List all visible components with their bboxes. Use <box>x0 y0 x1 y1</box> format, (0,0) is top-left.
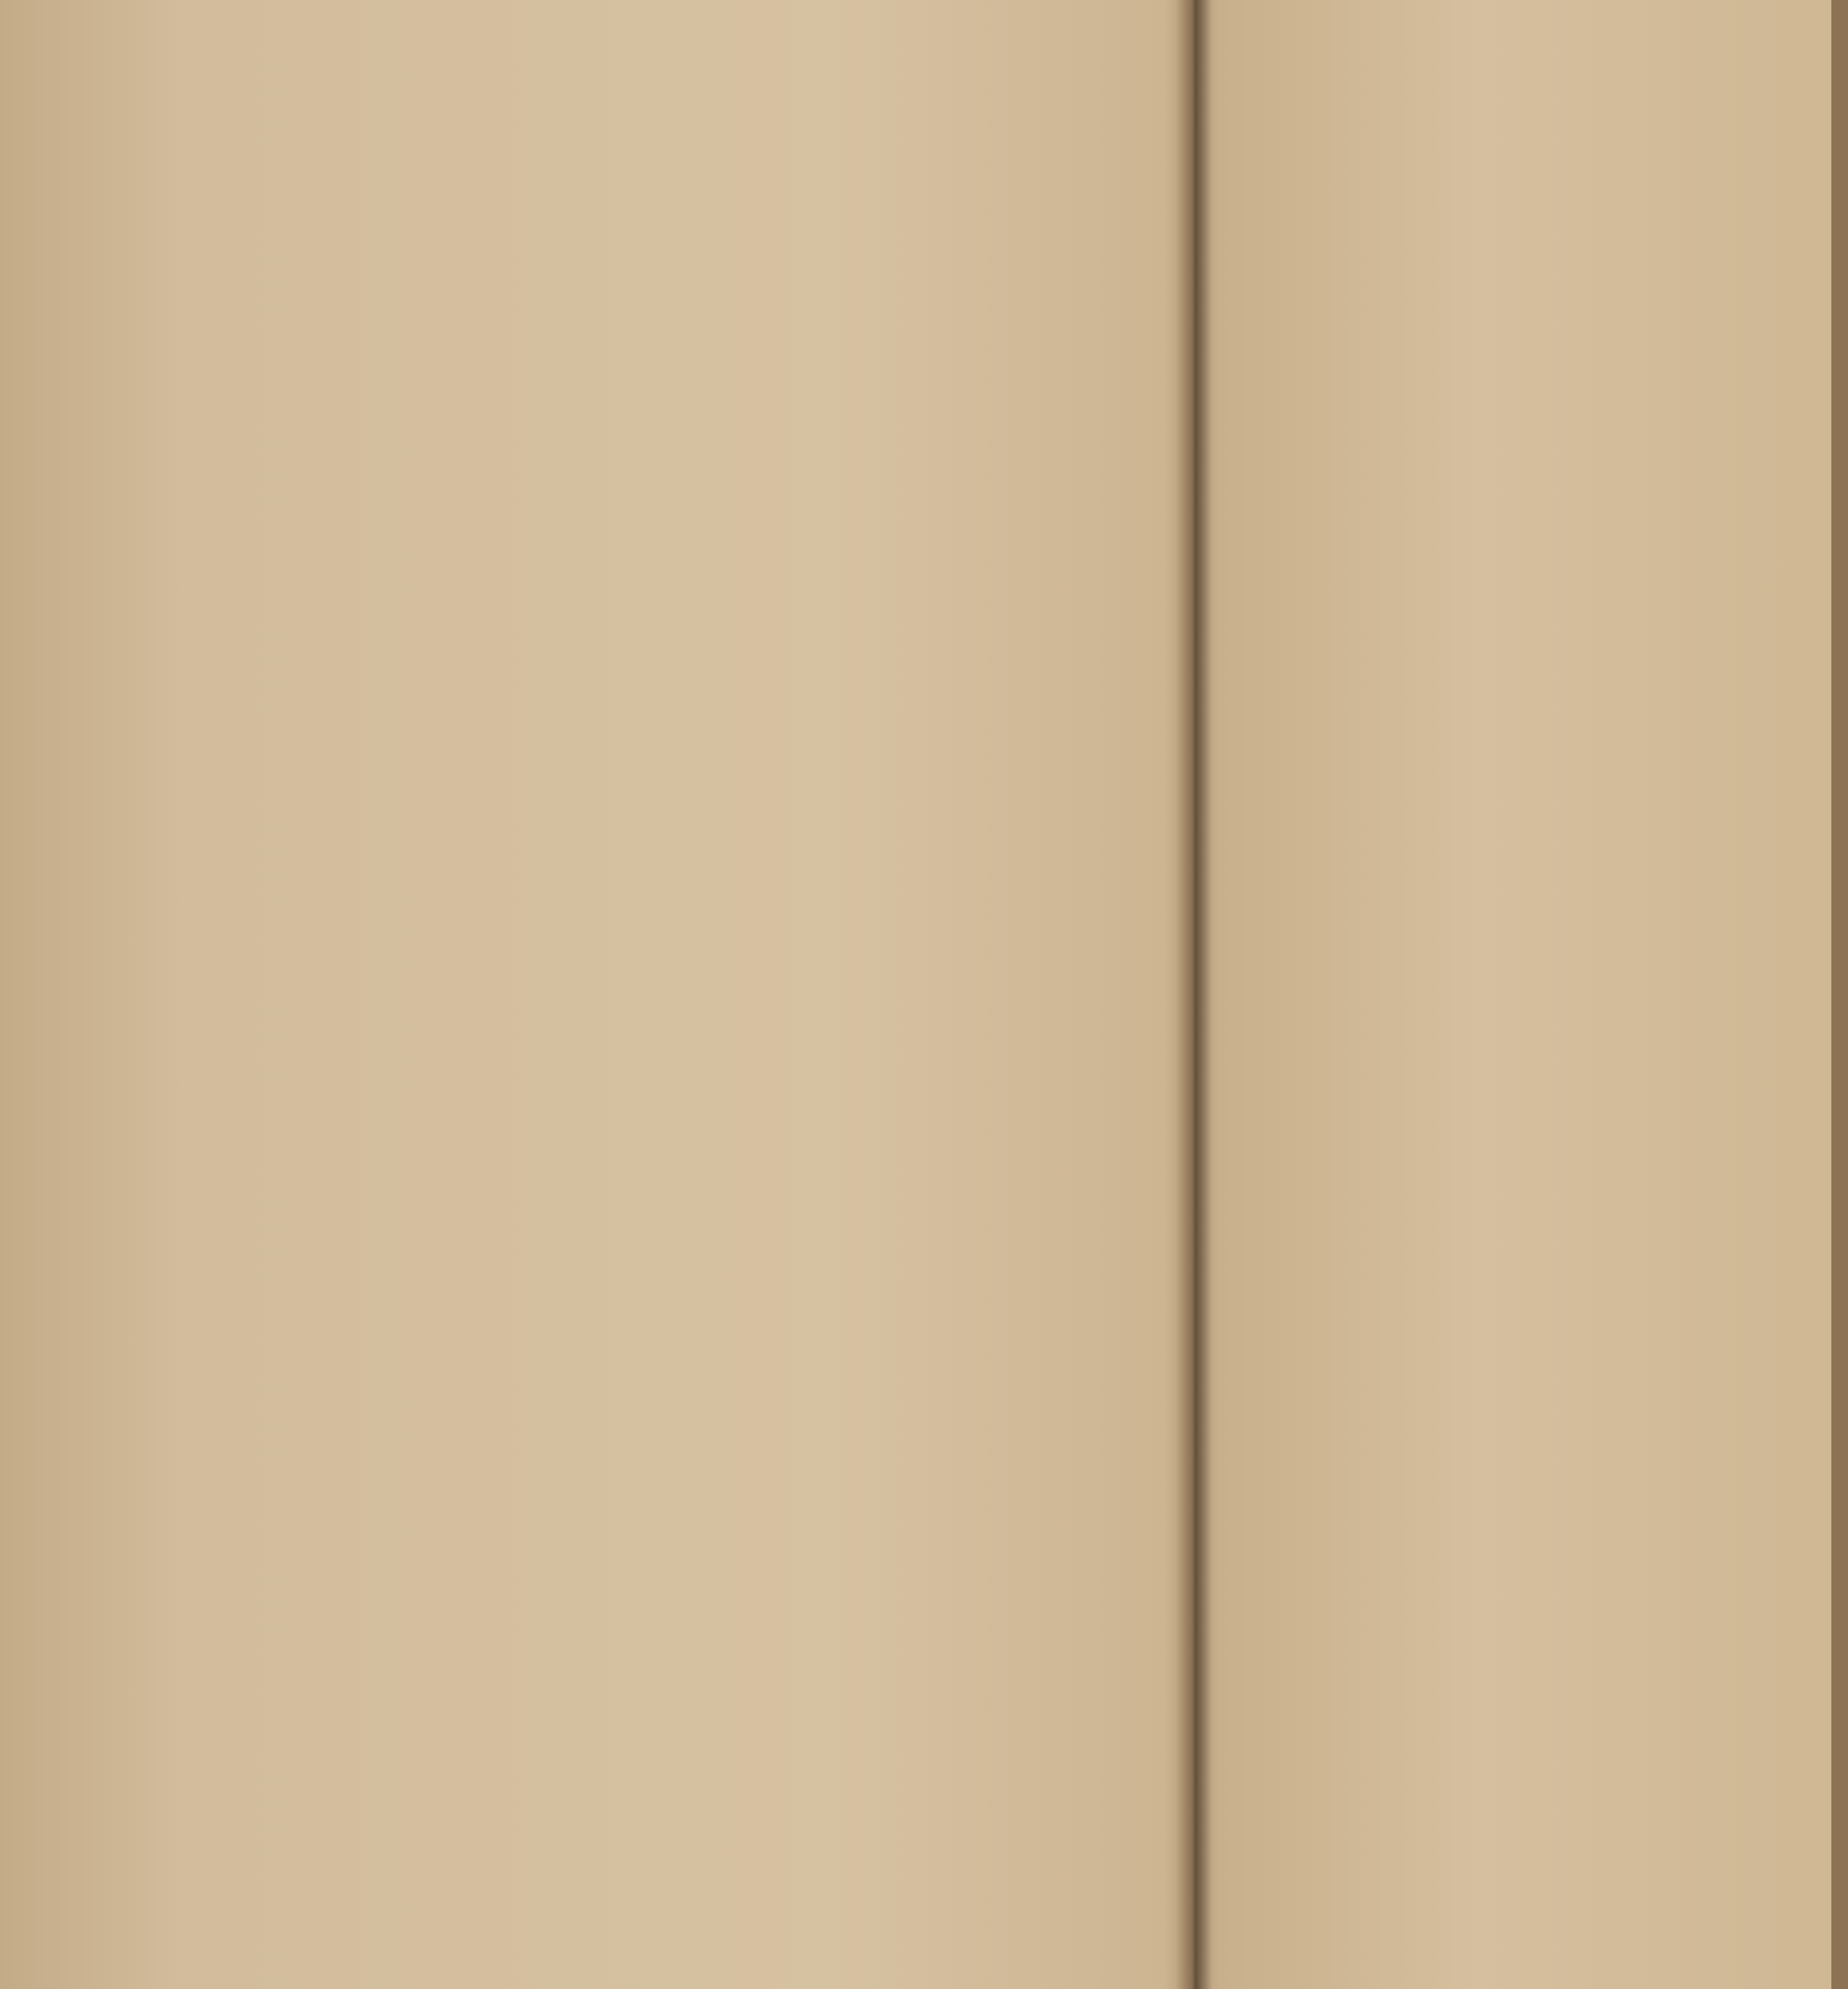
page-edge <box>1831 0 1848 1989</box>
book-spine <box>1175 0 1212 1989</box>
